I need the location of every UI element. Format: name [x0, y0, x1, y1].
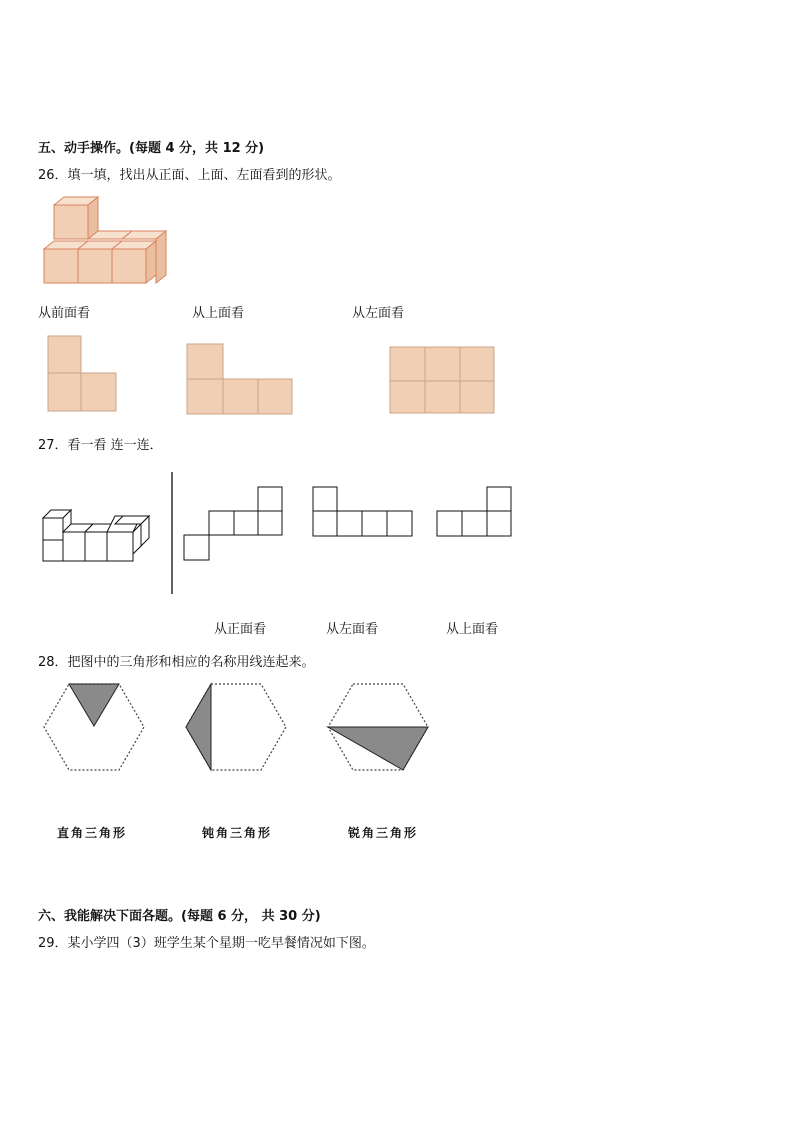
q27-divider-line	[170, 472, 174, 597]
q26-left-view-shape	[389, 346, 499, 418]
q26-top-view-shape	[186, 343, 296, 418]
q26-front-view-shape	[47, 335, 127, 415]
section-6-heading: 六、我能解决下面各题。(每题 6 分， 共 30 分)	[38, 909, 321, 924]
q27-cube-figure	[41, 508, 161, 568]
q27-left-view-label: 从左面看	[326, 622, 379, 637]
q28-right-triangle-label: 直角三角形	[57, 826, 128, 840]
q27-view-shape-c	[436, 486, 516, 541]
q28-hexagon-3	[327, 682, 431, 774]
question-26-text: 26．填一填，找出从正面、上面、左面看到的形状。	[38, 168, 341, 183]
q28-obtuse-triangle-label: 钝角三角形	[202, 826, 273, 840]
q26-cube-stack-figure	[40, 195, 180, 290]
q26-left-view-label: 从左面看	[352, 306, 405, 321]
question-28-text: 28．把图中的三角形和相应的名称用线连起来。	[38, 655, 315, 670]
question-27-text: 27．看一看 连一连．	[38, 438, 163, 453]
q27-view-shape-a	[183, 486, 285, 566]
question-29-text: 29．某小学四（3）班学生某个星期一吃早餐情况如下图。	[38, 936, 375, 951]
section-5-heading: 五、动手操作。(每题 4 分，共 12 分)	[38, 141, 265, 156]
q28-hexagon-2	[185, 682, 289, 774]
q27-view-shape-b	[312, 486, 416, 541]
q27-front-view-label: 从正面看	[214, 622, 267, 637]
q28-acute-triangle-label: 锐角三角形	[348, 826, 419, 840]
q26-top-view-label: 从上面看	[192, 306, 245, 321]
q28-hexagon-1	[43, 682, 147, 774]
q26-front-view-label: 从前面看	[38, 306, 91, 321]
q27-top-view-label: 从上面看	[446, 622, 499, 637]
